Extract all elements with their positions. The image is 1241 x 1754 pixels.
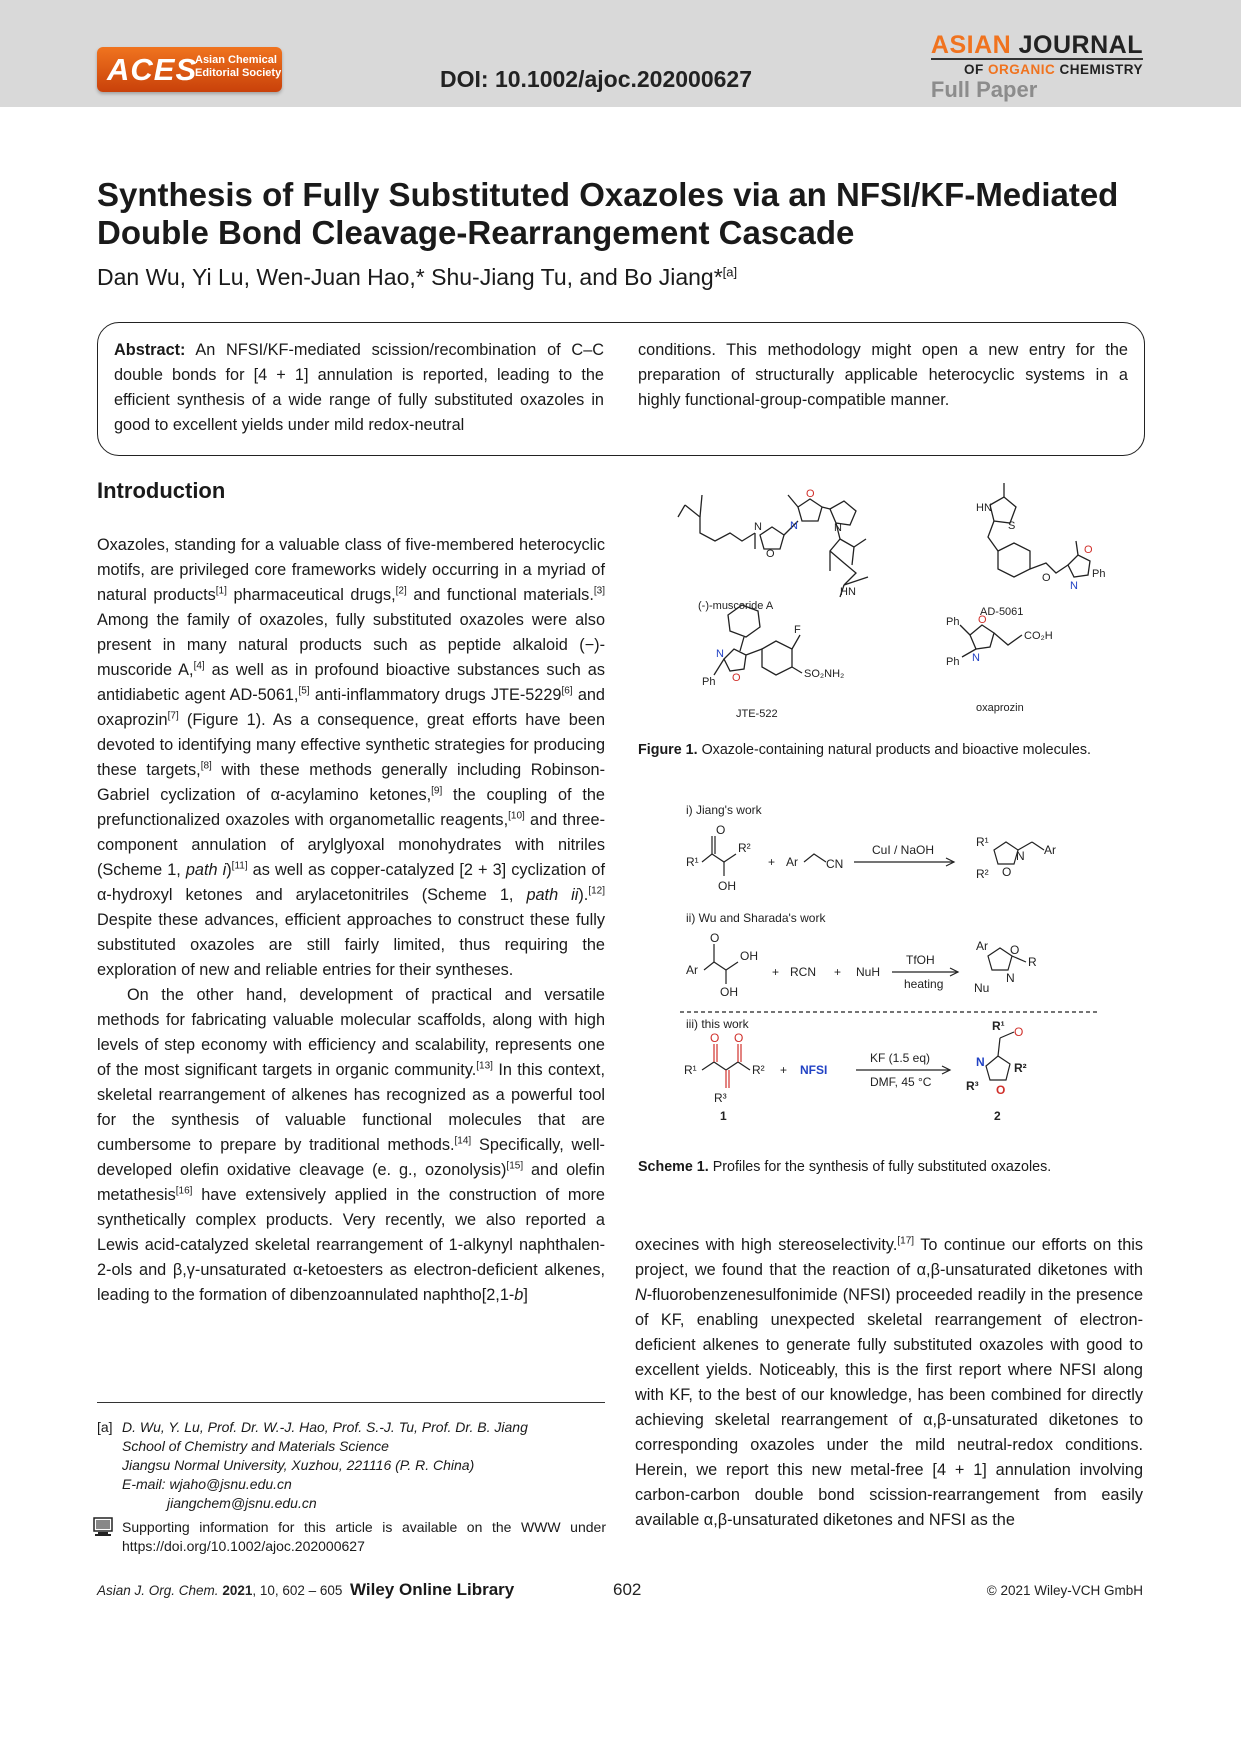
svg-text:O: O bbox=[1010, 943, 1020, 957]
svg-text:N: N bbox=[976, 1055, 985, 1069]
svg-text:O: O bbox=[1084, 544, 1093, 556]
doi[interactable]: DOI: 10.1002/ajoc.202000627 bbox=[440, 66, 753, 92]
svg-text:N: N bbox=[834, 522, 842, 534]
ad5061-label: AD-5061 bbox=[980, 606, 1024, 618]
svg-text:R²: R² bbox=[738, 841, 751, 855]
abstract-box bbox=[97, 322, 1145, 456]
right-column-body bbox=[635, 1233, 1143, 1533]
affiliation-label: [a] bbox=[97, 1419, 113, 1435]
svg-text:S: S bbox=[1008, 520, 1016, 532]
svg-text:F: F bbox=[794, 624, 801, 636]
svg-text:R¹: R¹ bbox=[992, 1019, 1005, 1033]
svg-text:+: + bbox=[768, 855, 776, 869]
svg-text:Ph: Ph bbox=[1092, 568, 1106, 580]
svg-text:CO₂H: CO₂H bbox=[1024, 630, 1053, 642]
journal-name: ASIAN JOURNAL OF ORGANIC CHEMISTRY Full Paper bbox=[930, 31, 1143, 102]
svg-text:R²: R² bbox=[1014, 1061, 1027, 1075]
svg-text:N: N bbox=[716, 648, 724, 660]
svg-text:N: N bbox=[1016, 849, 1025, 863]
svg-text:O: O bbox=[806, 488, 815, 500]
computer-icon bbox=[92, 1516, 114, 1538]
svg-text:N: N bbox=[1006, 971, 1015, 985]
muscoride-label: (-)-muscoride A bbox=[698, 600, 774, 612]
figure-1-structures bbox=[680, 485, 1106, 725]
svg-text:O: O bbox=[1002, 865, 1012, 879]
svg-text:Ph: Ph bbox=[946, 616, 960, 628]
svg-text:NuH: NuH bbox=[856, 965, 881, 979]
svg-text:R³: R³ bbox=[714, 1091, 727, 1105]
jte-label: JTE-522 bbox=[736, 708, 778, 720]
cond-path-iii-b: DMF, 45 °C bbox=[870, 1075, 932, 1089]
svg-text:HN: HN bbox=[840, 586, 856, 598]
introduction-heading: Introduction bbox=[97, 478, 226, 503]
svg-text:R¹: R¹ bbox=[686, 855, 699, 869]
abstract-right: conditions. This methodology might open a new entry for the preparation of structurally applicable heterocyclic systems in a highly functional-group-compatible manner. bbox=[638, 341, 1128, 409]
cond-path-i: CuI / NaOH bbox=[872, 843, 935, 857]
cond-path-iii-a: KF (1.5 eq) bbox=[870, 1051, 931, 1065]
svg-text:R: R bbox=[1028, 955, 1037, 969]
compound-2-label: 2 bbox=[994, 1109, 1001, 1123]
svg-text:OH: OH bbox=[740, 949, 758, 963]
svg-text:OH: OH bbox=[718, 879, 736, 893]
scheme-path-i-label: i) Jiang's work bbox=[686, 803, 762, 817]
scheme-1-reactions bbox=[680, 800, 1100, 1140]
svg-text:Ar: Ar bbox=[786, 855, 798, 869]
aces-logo bbox=[97, 47, 282, 92]
svg-text:O: O bbox=[732, 672, 741, 684]
author-list: Dan Wu, Yi Lu, Wen-Juan Hao,* Shu-Jiang Tu, and Bo Jiang*[a] bbox=[97, 264, 738, 290]
svg-text:R²: R² bbox=[752, 1063, 765, 1077]
intro-paragraph-1: Oxazoles, standing for a valuable class of five-membered heterocyclic motifs, are privileged core frameworks widely occurring in a myriad of natural products[1] pharmaceutical drugs,[2] and functional materials.[3] Among the family of oxazoles, fully substituted oxazoles were also present in many natural products such as peptide alkaloid (−)-muscoride A,[4] as well as in profound bioactive substances such as antidiabetic agent AD-5061,[5] anti-inflammatory drugs JTE-5229[6] and oxaprozin[7] (Figure 1). As a consequence, great efforts have been devoted to identifying many effective synthetic strategies for producing these targets,[8] with these methods generally including Robinson-Gabriel cyclization of α-acylamino ketones,[9] the coupling of the prefunctionalized oxazoles with organometallic reagents,[10] and three-component annulation of arylglyoxal monohydrates with nitriles (Scheme 1, path i)[11] as well as copper-catalyzed [2 + 3] cyclization of α-hydroxyl ketones and arylacetonitriles (Scheme 1, path ii).[12] Despite these advances, efficient approaches to construct these fully substituted oxazoles are still fairly limited, thus requiring the exploration of new and reliable entries for their syntheses. bbox=[97, 536, 606, 979]
muscoride-oxazole-1 bbox=[760, 527, 784, 549]
article-title: Synthesis of Fully Substituted Oxazoles via an NFSI/KF-Mediated Double Bond Cleavage-Rearrangement Cascade bbox=[97, 176, 1119, 251]
footnote-divider bbox=[97, 1402, 605, 1403]
cond-path-ii-b: heating bbox=[904, 977, 944, 991]
oxaprozin-label: oxaprozin bbox=[976, 702, 1024, 714]
introduction-body bbox=[97, 533, 605, 1308]
scheme-path-iii-label: iii) this work bbox=[686, 1017, 749, 1031]
svg-text:CN: CN bbox=[826, 857, 844, 871]
svg-text:Ar: Ar bbox=[1044, 843, 1056, 857]
supporting-info[interactable]: Supporting information for this article is available on the WWW under https://doi.org/10.1002/ajoc.202000627 bbox=[122, 1519, 606, 1554]
svg-text:Ar: Ar bbox=[686, 963, 698, 977]
svg-text:SO₂NH₂: SO₂NH₂ bbox=[804, 668, 845, 680]
copyright: © 2021 Wiley-VCH GmbH bbox=[986, 1583, 1143, 1598]
svg-text:RCN: RCN bbox=[790, 965, 816, 979]
svg-text:HN: HN bbox=[976, 502, 992, 514]
ad5061-oxazole bbox=[1068, 555, 1090, 577]
svg-text:+: + bbox=[772, 965, 780, 979]
logo-mark: ACES bbox=[107, 52, 198, 87]
svg-text:R³: R³ bbox=[966, 1079, 979, 1093]
jte-benzene bbox=[762, 641, 792, 675]
nfsi-label: NFSI bbox=[800, 1063, 828, 1077]
email-link-1[interactable]: E-mail: wjaho@jsnu.edu.cn bbox=[122, 1476, 292, 1492]
email-link-2[interactable]: jiangchem@jsnu.edu.cn bbox=[167, 1495, 317, 1511]
svg-text:O: O bbox=[1014, 1025, 1024, 1039]
svg-text:R²: R² bbox=[976, 867, 989, 881]
svg-text:N: N bbox=[1070, 580, 1078, 592]
svg-text:O: O bbox=[734, 1031, 744, 1045]
scheme-1-caption: Scheme 1. Profiles for the synthesis of fully substituted oxazoles. bbox=[638, 1159, 1052, 1175]
svg-text:R¹: R¹ bbox=[976, 835, 989, 849]
svg-text:Ph: Ph bbox=[946, 656, 960, 668]
svg-text:Ph: Ph bbox=[702, 676, 716, 688]
svg-text:Nu: Nu bbox=[974, 981, 990, 995]
svg-text:O: O bbox=[716, 823, 726, 837]
svg-text:O: O bbox=[978, 614, 987, 626]
svg-text:N: N bbox=[790, 520, 798, 532]
compound-1-label: 1 bbox=[720, 1109, 727, 1123]
svg-text:O: O bbox=[996, 1083, 1006, 1097]
article-type: Full Paper bbox=[930, 77, 1038, 102]
svg-text:R¹: R¹ bbox=[684, 1063, 697, 1077]
ad5061-benzene bbox=[998, 543, 1030, 577]
muscoride-chain bbox=[685, 505, 755, 541]
svg-text:N: N bbox=[754, 521, 762, 533]
wiley-online-library-link[interactable]: Wiley Online Library bbox=[350, 1580, 515, 1599]
citation-footer: Asian J. Org. Chem. 2021, 10, 602 – 605 bbox=[97, 1583, 343, 1598]
affiliation-text: D. Wu, Y. Lu, Prof. Dr. W.-J. Hao, Prof. S.-J. Tu, Prof. Dr. B. Jiang School of Chemistry and Materials Science Jiangsu Normal University, Xuzhou, 221116 (P. R. China) E-mail: wjaho@jsnu.edu.cn jiangchem@jsnu.edu.cn bbox=[122, 1418, 602, 1513]
svg-text:O: O bbox=[710, 931, 720, 945]
svg-text:Ar: Ar bbox=[976, 939, 988, 953]
muscoride-oxazole-2 bbox=[798, 499, 822, 521]
page-number: 602 bbox=[613, 1580, 642, 1599]
intro-paragraph-2: On the other hand, development of practical and versatile methods for fabricating valuable molecular scaffolds, along with high levels of step economy with efficiency and scalability, represents one of the most significant targets in organic community.[13] In this context, skeletal rearrangement of alkenes has recognized as a powerful tool for the synthesis of valuable functional molecules that are cumbersome to prepare by traditional methods.[14] Specifically, well-developed olefin oxidative cleavage (e. g., ozonolysis)[15] and olefin metathesis[16] have extensively applied in the construction of more synthetically complex products. Very recently, we also reported a Lewis acid-catalyzed skeletal rearrangement of 1-alkynyl naphthalen-2-ols and β,γ-unsaturated α-ketoesters as electron-deficient alkenes, leading to the formation of dibenzoannulated naphtho[2,1-b] bbox=[97, 986, 605, 1304]
jte-oxazole bbox=[724, 649, 746, 671]
svg-text:O: O bbox=[766, 548, 775, 560]
right-paragraph: oxecines with high stereoselectivity.[17] To continue our efforts on this project, we found that the reaction of α,β-unsaturated diketones with N-fluorobenzenesulfonimide (NFSI) proceeded readily in the presence of KF, enabling unexpected skeletal rearrangement of electron-deficient alkenes to generate fully substituted oxazoles with good to excellent yields. Noticeably, this is the first report where NFSI along with KF, to the best of our knowledge, has been combined for directly achieving skeletal rearrangement of α,β-unsaturated diketones to corresponding oxazoles under the mild neutral-redox conditions. Herein, we report this new metal-free [4 + 1] annulation involving carbon-carbon double bond scission-rearrangement from easily available α,β-unsaturated diketones and NFSI as the bbox=[635, 1235, 1144, 1529]
svg-text:N: N bbox=[972, 652, 980, 664]
svg-text:+: + bbox=[780, 1063, 788, 1077]
svg-text:O: O bbox=[710, 1031, 720, 1045]
svg-text:+: + bbox=[834, 965, 842, 979]
figure-1-caption: Figure 1. Oxazole-containing natural products and bioactive molecules. bbox=[638, 742, 1091, 758]
oxaprozin-oxazole bbox=[970, 625, 994, 649]
abstract-left: Abstract: An NFSI/KF-mediated scission/recombination of C–C double bonds for [4 + 1] annulation is reported, leading to the efficient synthesis of a wide range of fully substituted oxazoles in good to excellent yields under mild redox-neutral bbox=[114, 341, 605, 434]
svg-text:OH: OH bbox=[720, 985, 738, 999]
scheme-path-ii-label: ii) Wu and Sharada's work bbox=[686, 911, 826, 925]
logo-subtitle: Asian Chemical Editorial Society bbox=[195, 54, 282, 79]
cond-path-ii-a: TfOH bbox=[906, 953, 935, 967]
svg-text:O: O bbox=[1042, 572, 1051, 584]
